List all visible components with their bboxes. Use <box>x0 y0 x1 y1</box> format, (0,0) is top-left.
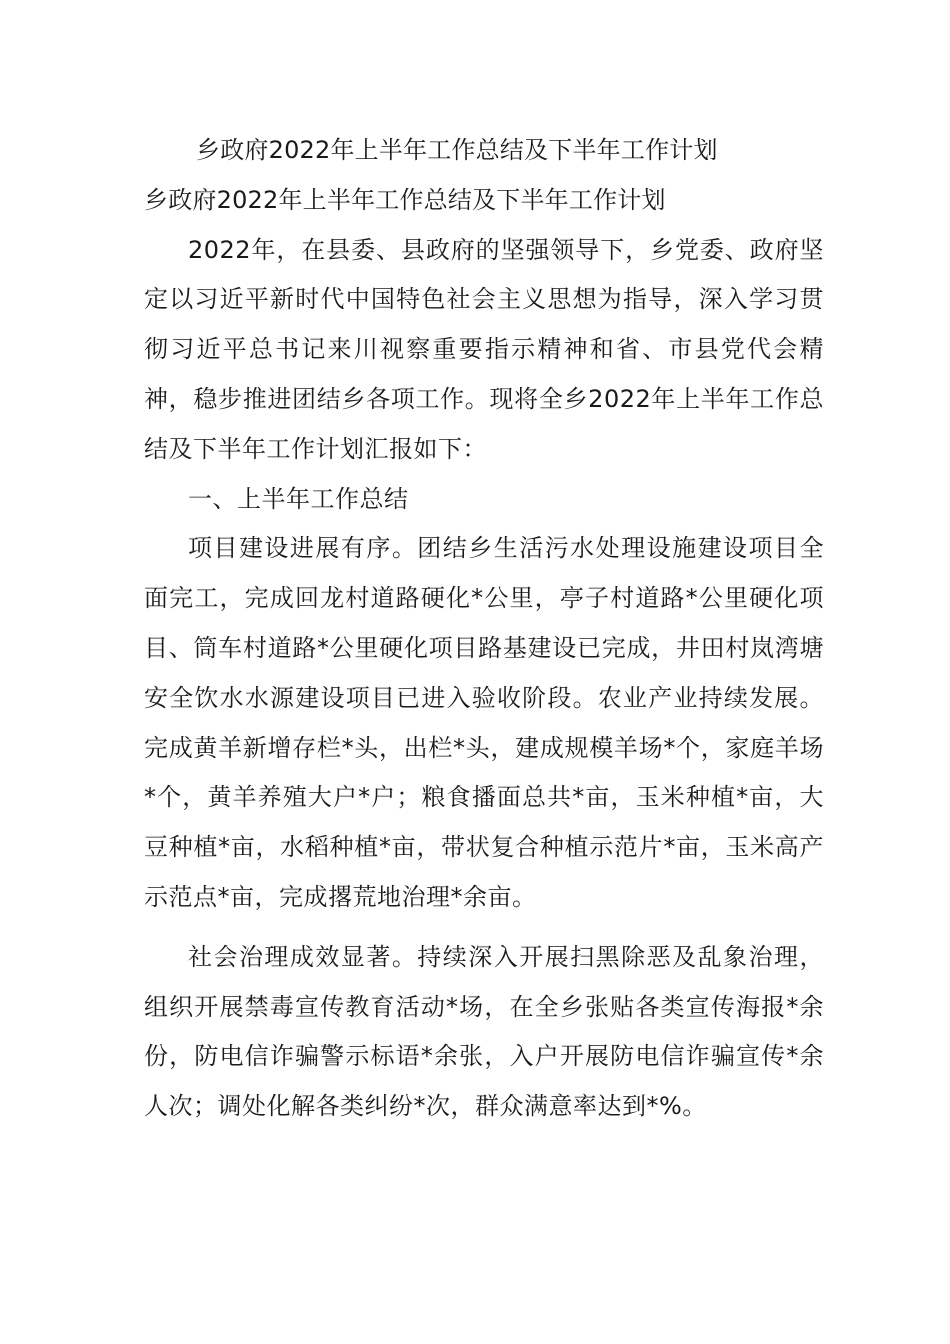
document-body <box>144 126 824 1132</box>
document-title: 乡政府2022年上半年工作总结及下半年工作计划 <box>196 136 718 164</box>
intro-paragraph: 2022年，在县委、县政府的坚强领导下，乡党委、政府坚定以习近平新时代中国特色社会主义思想为指导，深入学习贯彻习近平总书记来川视察重要指示精神和省、市县党代会精神，稳步推进团结乡各项工作。现将全乡2022年上半年工作总结及下半年工作计划汇报如下： <box>144 235 824 463</box>
social-governance-paragraph: 社会治理成效显著。持续深入开展扫黑除恶及乱象治理，组织开展禁毒宣传教育活动*场，在全乡张贴各类宣传海报*余份，防电信诈骗警示标语*余张，入户开展防电信诈骗宣传*余人次；调处化解各类纠纷*次，群众满意率达到*%。 <box>144 942 824 1121</box>
project-paragraph: 项目建设进展有序。团结乡生活污水处理设施建设项目全面完工，完成回龙村道路硬化*公里，亭子村道路*公里硬化项目、筒车村道路*公里硬化项目路基建设已完成，井田村岚湾塘安全饮水水源建设项目已进入验收阶段。农业产业持续发展。完成黄羊新增存栏*头，出栏*头，建成规模羊场*个，家庭羊场*个，黄羊养殖大户*户；粮食播面总共*亩，玉米种植*亩，大豆种植*亩，水稻种植*亩，带状复合种植示范片*亩，玉米高产示范点*亩，完成撂荒地治理*余亩。 <box>144 534 824 911</box>
section-heading: 一、上半年工作总结 <box>188 484 409 513</box>
document-subtitle: 乡政府2022年上半年工作总结及下半年工作计划 <box>144 185 666 214</box>
